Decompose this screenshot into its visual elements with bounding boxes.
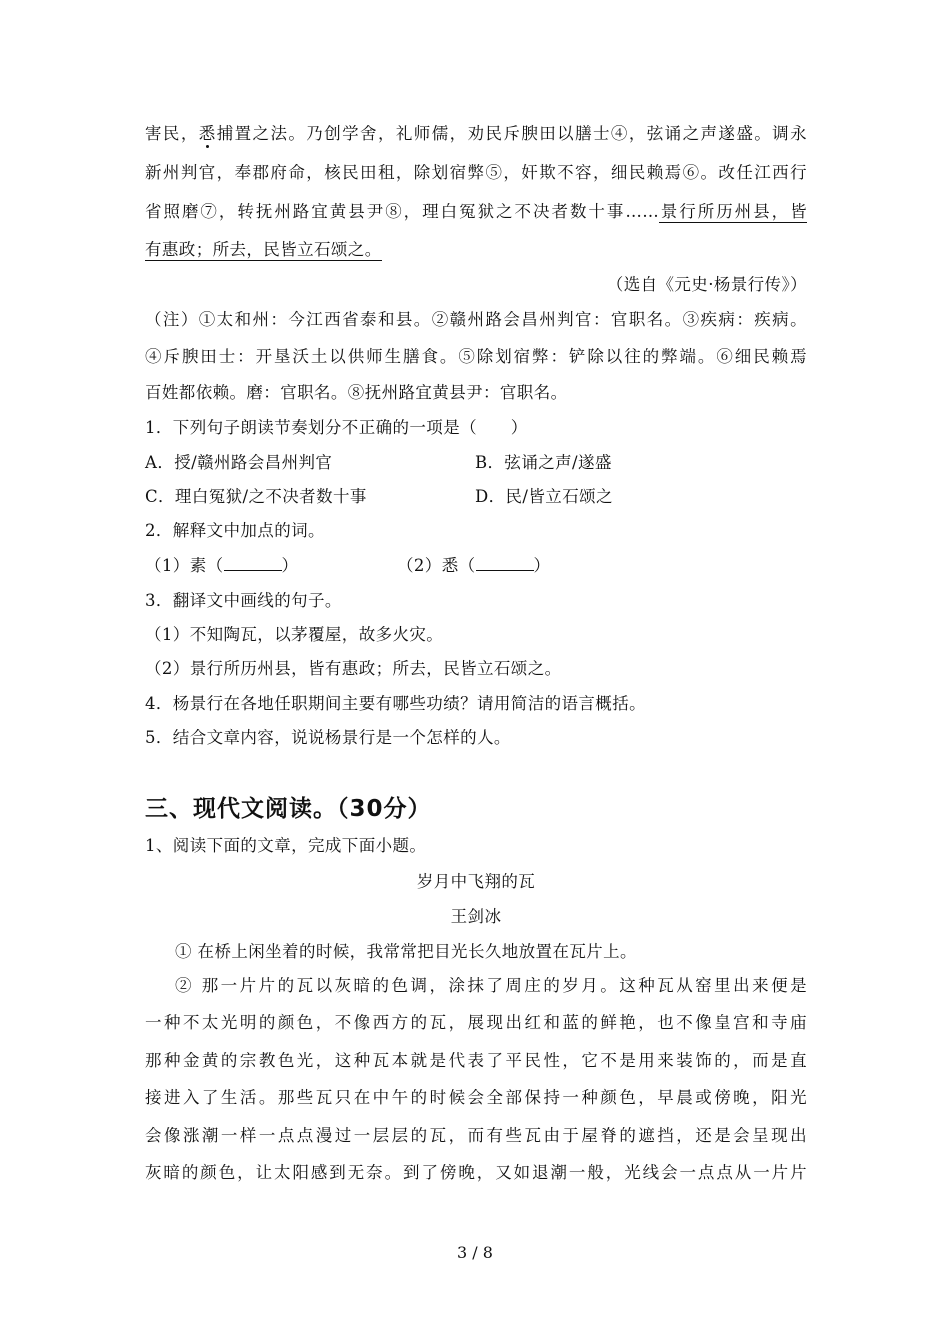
paragraph-2-line: 灰暗的颜色，让太阳感到无奈。到了傍晚，又如退潮一般，光线会一点点从一片片 xyxy=(145,1163,807,1182)
question-1-options-row1 xyxy=(145,449,807,473)
paragraph-1: ① 在桥上闲坐着的时候，我常常把目光长久地放置在瓦片上。 xyxy=(175,942,637,961)
passage-line-4 xyxy=(145,236,807,260)
note-line: ④斥腴田士：开垦沃土以供师生膳食。⑤除划宿弊：铲除以往的弊端。⑥细民赖焉 xyxy=(145,347,807,366)
blank-label-2: （2）悉（ xyxy=(397,556,476,575)
passage-text: 捕置之法。乃创学舍，礼师儒，劝民斥腴田以膳士④，弦诵之声遂盛。调永 xyxy=(216,124,807,143)
passage-line-3 xyxy=(145,198,807,222)
underlined-sentence: 有惠政；所去，民皆立石颂之。 xyxy=(145,240,382,259)
answer-blank-1[interactable] xyxy=(224,556,282,571)
paragraph-2-line: 接进入了生活。那些瓦只在中午的时候会全部保持一种颜色，早晨或傍晚，阳光 xyxy=(145,1088,807,1107)
section-intro: 1、阅读下面的文章，完成下面小题。 xyxy=(145,836,427,855)
question-1: 1．下列句子朗读节奏划分不正确的一项是（ ） xyxy=(145,418,528,437)
question-3: 3．翻译文中画线的句子。 xyxy=(145,591,342,610)
answer-blank-2[interactable] xyxy=(476,556,534,571)
section-heading: 三、现代文阅读。（30分） xyxy=(145,796,432,822)
paragraph-2-line: 一种不太光明的颜色，不像西方的瓦，展现出红和蓝的鲜艳，也不像皇宫和寺庙 xyxy=(145,1013,807,1032)
question-2-blanks xyxy=(145,552,807,576)
underlined-sentence: 景行所历州县，皆 xyxy=(659,202,807,221)
option-b: B．弦诵之声/遂盛 xyxy=(475,453,612,472)
article-title: 岁月中飞翔的瓦 xyxy=(416,872,536,891)
question-2: 2．解释文中加点的词。 xyxy=(145,521,325,540)
note-line: （注）①太和州：今江西省泰和县。②赣州路会昌州判官：官职名。③疾病：疾病。 xyxy=(145,310,807,329)
question-5: 5．结合文章内容，说说杨景行是一个怎样的人。 xyxy=(145,728,511,747)
note-line: 百姓都依赖。磨：官职名。⑧抚州路宜黄县尹：官职名。 xyxy=(145,383,568,402)
option-d: D．民/皆立石颂之 xyxy=(475,487,613,506)
paragraph-2-line: 会像涨潮一样一点点漫过一层层的瓦，而有些瓦由于屋脊的遮挡，还是会呈现出 xyxy=(145,1126,807,1145)
question-4: 4．杨景行在各地任职期间主要有哪些功绩？请用简洁的语言概括。 xyxy=(145,694,646,713)
question-3-2: （2）景行所历州县，皆有惠政；所去，民皆立石颂之。 xyxy=(145,659,562,678)
page-number: 3 / 8 xyxy=(457,1243,493,1262)
paragraph-2-line: ② 那一片片的瓦以灰暗的色调，涂抹了周庄的岁月。这种瓦从窑里出来便是 xyxy=(175,976,807,995)
passage-line-1 xyxy=(145,120,807,144)
article-author: 王剑冰 xyxy=(450,907,502,926)
passage-line-2: 新州判官，奉郡府命，核民田租，除划宿弊⑤，奸欺不容，细民赖焉⑥。改任江西行 xyxy=(145,163,807,182)
paragraph-2-line: 那种金黄的宗教色光，这种瓦本就是代表了平民性，它不是用来装饰的，而是直 xyxy=(145,1051,807,1070)
option-a: A．授/赣州路会昌州判官 xyxy=(145,453,333,472)
blank-close: ） xyxy=(281,556,299,575)
blank-label-1: （1）素（ xyxy=(145,556,224,575)
question-3-1: （1）不知陶瓦，以茅覆屋，故多火灾。 xyxy=(145,625,444,644)
question-1-options-row2 xyxy=(145,483,807,507)
dotted-word: 悉 xyxy=(198,124,217,143)
passage-text: 害民， xyxy=(145,124,199,143)
option-c: C．理白冤狱/之不决者数十事 xyxy=(145,487,367,506)
passage-text: 省照磨⑦，转抚州路宜黄县尹⑧，理白冤狱之不决者数十事…… xyxy=(145,202,660,221)
blank-group-2 xyxy=(397,552,550,576)
blank-close: ） xyxy=(533,556,551,575)
passage-source: （选自《元史·杨景行传》） xyxy=(606,275,807,294)
